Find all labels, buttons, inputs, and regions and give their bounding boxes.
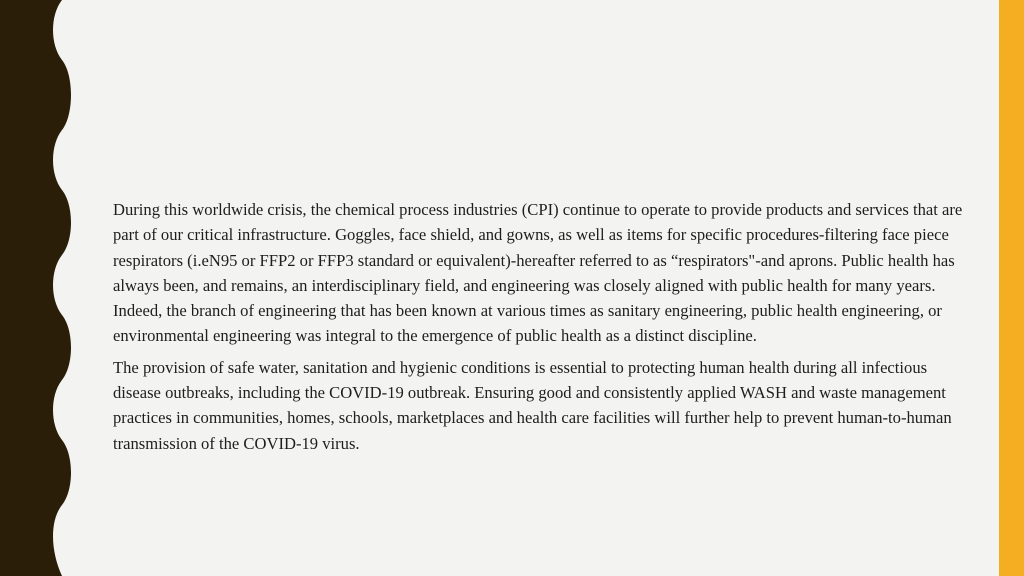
slide-body: [113, 197, 963, 456]
paragraph-cpi-public-health: During this worldwide crisis, the chemical process industries (CPI) continue to operate to provide products and services that are part of our critical infrastructure. Goggles, face shield, and gowns, as well as items for specific procedures-filtering face piece respirators (i.eN95 or FFP2 or FFP3 standard or equivalent)-hereafter referred to as “respirators"-and aprons. Public health has always been, and remains, an interdisciplinary field, and engineering was closely aligned with public health for many years. Indeed, the branch of engineering that has been known at various times as sanitary engineering, public health engineering, or environmental engineering was integral to the emergence of public health as a distinct discipline.: [113, 200, 963, 346]
paragraph-wash-covid: The provision of safe water, sanitation and hygienic conditions is essential to protecting human health during all infectious disease outbreaks, including the COVID-19 outbreak. Ensuring good and consistently applied WASH and waste management practices in communities, homes, schools, marketplaces and health care facilities will further help to prevent human-to-human transmission of the COVID-19 virus.: [113, 357, 952, 453]
left-wave-shape: [0, 0, 71, 576]
left-wave-band: [0, 0, 90, 576]
right-accent-bar: [999, 0, 1024, 576]
